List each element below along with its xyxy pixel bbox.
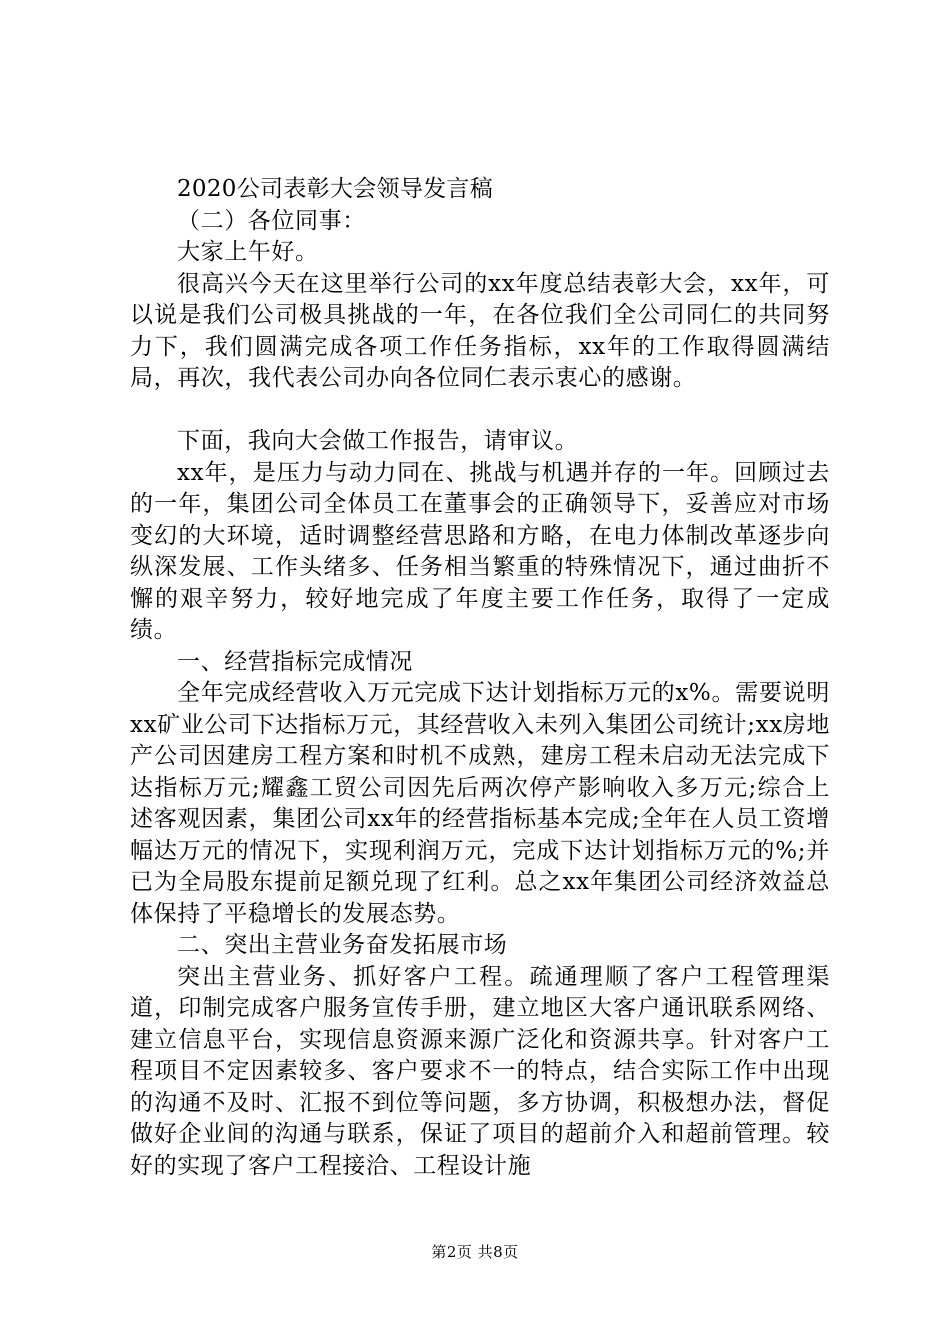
year-review-paragraph: xx年，是压力与动力同在、挑战与机遇并存的一年。回顾过去的一年，集团公司全体员工在董事会的正确领导下，妥善应对市场变幻的大环境，适时调整经营思路和方略，在电力体制改革逐步向纵深发展、工作头绪多、任务相当繁重的特殊情况下，通过曲折不懈的艰辛努力，较好地完成了年度主要工作任务，取得了一定成绩。	[130, 459, 830, 643]
main-business-paragraph: 突出主营业务、抓好客户工程。疏通理顺了客户工程管理渠道，印制完成客户服务宣传手册，建立地区大客户通讯联系网络、建立信息平台，实现信息资源来源广泛化和资源共享。针对客户工程项目不定因素较多、客户要求不一的特点，结合实际工作中出现的沟通不及时、汇报不到位等问题，多方协调，积极想办法，督促做好企业间的沟通与联系，保证了项目的超前介入和超前管理。较好的实现了客户工程接洽、工程设计施	[130, 963, 830, 1179]
salutation-paragraph: （二）各位同事：	[177, 207, 366, 234]
business-indicators-paragraph: 全年完成经营收入万元完成下达计划指标万元的x%。需要说明xx矿业公司下达指标万元，其经营收入未列入集团公司统计;xx房地产公司因建房工程方案和时机不成熟，建房工程未启动无法完成下达指标万元;耀鑫工贸公司因先后两次停产影响收入多万元;综合上述客观因素，集团公司xx年的经营指标基本完成;全年在人员工资增幅达万元的情况下，实现利润万元，完成下达计划指标万元的%;并已为全局股东提前足额兑现了红利。总之xx年集团公司经济效益总体保持了平稳增长的发展态势。	[130, 680, 830, 927]
document-title: 2020公司表彰大会领导发言稿	[177, 176, 494, 202]
document-body	[130, 174, 830, 1182]
section-heading-1: 一、经营指标完成情况	[177, 648, 413, 675]
paragraph-spacer	[130, 395, 830, 427]
section-heading-2: 二、突出主营业务奋发拓展市场	[177, 932, 508, 958]
report-intro-paragraph: 下面，我向大会做工作报告，请审议。	[177, 428, 579, 454]
greeting-paragraph: 大家上午好。	[177, 239, 319, 265]
opening-paragraph: 很高兴今天在这里举行公司的xx年度总结表彰大会，xx年，可以说是我们公司极具挑战的一年，在各位我们全公司同仁的共同努力下，我们圆满完成各项工作任务指标，xx年的工作取得圆满结局，再次，我代表公司办向各位同仁表示衷心的感谢。	[130, 270, 830, 391]
page-number-footer: 第2页 共8页	[431, 1243, 519, 1261]
